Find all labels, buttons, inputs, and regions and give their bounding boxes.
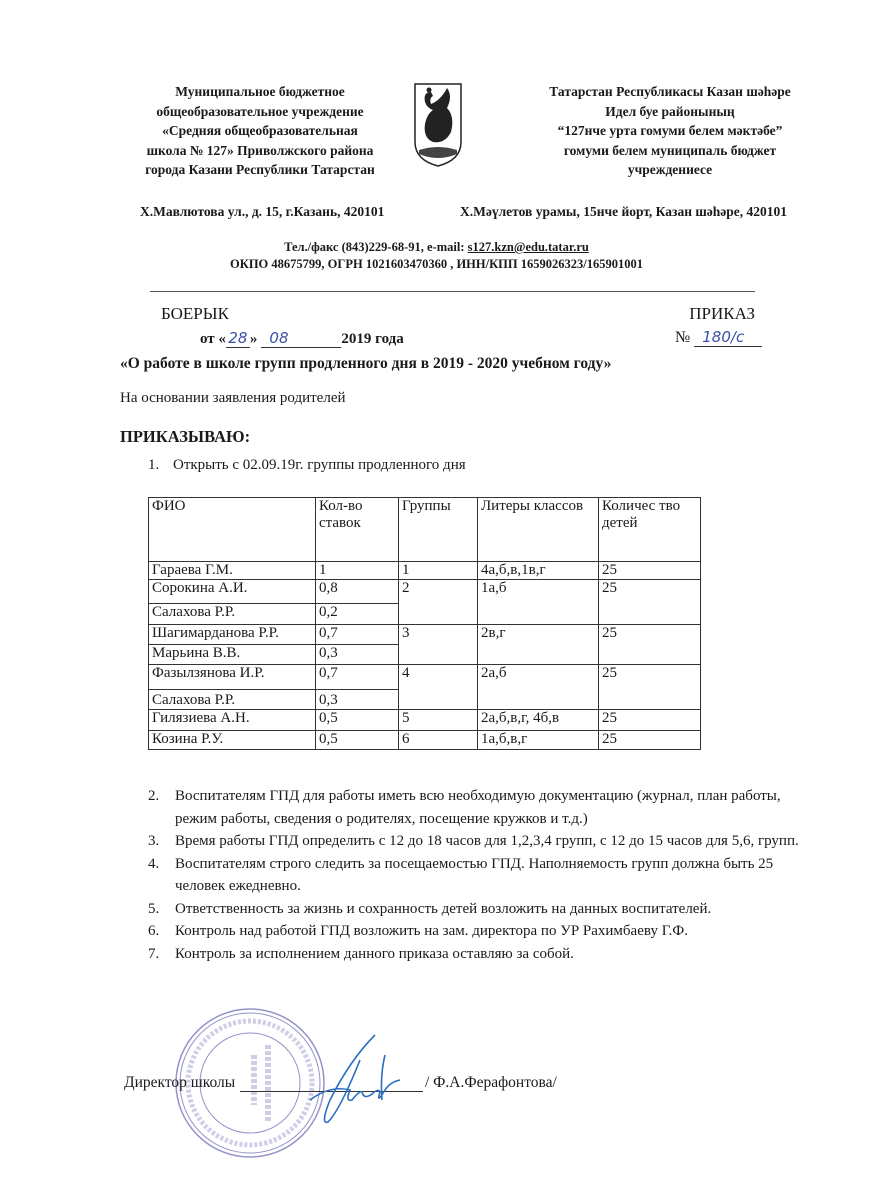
header-divider [150, 291, 755, 292]
header-line: общеобразовательное учреждение [156, 103, 364, 119]
number-value: 180/с [694, 328, 762, 347]
contacts [0, 239, 873, 273]
item-text: Время работы ГПД определить с 12 до 18 часов для 1,2,3,4 групп, с 12 до 15 часов для 5,6, групп. [175, 833, 799, 849]
order-item [148, 853, 818, 898]
column-header: ФИО [149, 498, 316, 562]
cell-rate: 0,7 [316, 665, 399, 690]
handwritten-signature-icon [290, 1030, 420, 1140]
item-text: Воспитателям строго следить за посещаемостью ГПД. Наполняемость групп должна быть 25 человек ежедневно. [175, 855, 774, 894]
order-items-list [148, 785, 818, 965]
cell-group: 4 [399, 665, 478, 710]
cell-rate: 0,5 [316, 710, 399, 731]
school-name-russian [130, 82, 390, 180]
cell-name: Марьина В.В. [149, 645, 316, 665]
cell-rate: 1 [316, 562, 399, 580]
column-header: Количес тво детей [599, 498, 701, 562]
cell-name: Гараева Г.М. [149, 562, 316, 580]
cell-rate: 0,8 [316, 580, 399, 604]
cell-children: 25 [599, 665, 701, 710]
item-text: Ответственность за жизнь и сохранность детей возложить на данных воспитателей. [175, 900, 712, 917]
column-header: Кол-во ставок [316, 498, 399, 562]
cell-group: 5 [399, 710, 478, 731]
cell-name: Салахова Р.Р. [149, 604, 316, 625]
item-number: 2. [148, 788, 160, 804]
phone-fax: Тел./факс (843)229-68-91, e-mail: [284, 240, 468, 254]
date-month: 08 [261, 329, 341, 348]
item-text: Открыть с 02.09.19г. группы продленного дня [173, 457, 466, 473]
column-header: Группы [399, 498, 478, 562]
kazan-coat-of-arms-icon [413, 82, 463, 168]
cell-classes: 4а,б,в,1в,г [478, 562, 599, 580]
item-text: Контроль над работой ГПД возложить на зам. директора по УР Рахимбаеву Г.Ф. [175, 923, 689, 939]
date-year: 2019 года [341, 331, 404, 347]
signature-name: / Ф.А.Ферафонтова/ [425, 1074, 557, 1091]
header-line: “127нче урта гомуми белем мәктәбе” [557, 123, 783, 138]
cell-children: 25 [599, 625, 701, 665]
cell-name: Козина Р.У. [149, 731, 316, 750]
cell-name: Фазылзянова И.Р. [149, 665, 316, 690]
table-row [149, 731, 701, 750]
cell-rate: 0,2 [316, 604, 399, 625]
table-row [149, 580, 701, 604]
item-number: 5. [148, 900, 160, 917]
cell-children: 25 [599, 731, 701, 750]
cell-rate: 0,3 [316, 690, 399, 710]
cell-name: Шагимарданова Р.Р. [149, 625, 316, 645]
signature-role: Директор школы [124, 1074, 236, 1091]
cell-children: 25 [599, 710, 701, 731]
table-row [149, 710, 701, 731]
item-number: 4. [148, 855, 160, 872]
order-item-1: 1. Открыть с 02.09.19г. группы продленного дня [148, 457, 466, 473]
table-header-row [149, 498, 701, 562]
header-line: города Казани Республики Татарстан [145, 162, 375, 177]
cell-classes: 2в,г [478, 625, 599, 665]
email-link[interactable]: s127.kzn@edu.tatar.ru [467, 240, 589, 254]
order-item [148, 785, 818, 830]
order-item [148, 920, 818, 943]
table-row [149, 562, 701, 580]
header-line: Муниципальное бюджетное [175, 84, 345, 99]
cell-children: 25 [599, 562, 701, 580]
address-russian: Х.Мавлютова ул., д. 15, г.Казань, 420101 [140, 204, 385, 219]
table-row [149, 625, 701, 645]
cell-rate: 0,5 [316, 731, 399, 750]
cell-group: 3 [399, 625, 478, 665]
order-item [148, 943, 818, 966]
order-date [200, 329, 404, 348]
item-number: 6. [148, 923, 160, 939]
item-text: Воспитателям ГПД для работы иметь всю необходимую документацию (журнал, план работы, режим работы, сведения о родителях, посещение кружков и т.д.) [175, 788, 781, 827]
date-day: 28 [226, 329, 250, 348]
item-text: Контроль за исполнением данного приказа оставляю за собой. [175, 945, 574, 962]
groups-table [148, 497, 701, 750]
school-name-tatar [520, 82, 820, 180]
item-number: 7. [148, 945, 160, 962]
cell-classes: 2а,б [478, 665, 599, 710]
order-item [148, 898, 818, 921]
cell-group: 1 [399, 562, 478, 580]
header-line: учреждениесе [627, 162, 713, 177]
cell-group: 2 [399, 580, 478, 625]
header-line: гомуми белем муниципаль бюджет [563, 142, 777, 158]
cell-classes: 1а,б,в,г [478, 731, 599, 750]
cell-name: Сорокина А.И. [149, 580, 316, 604]
address-tatar: Х.Мәүлетов урамы, 15нче йорт, Казан шәһәре, 420101 [460, 204, 788, 219]
header-line: школа № 127» Приволжского района [146, 142, 374, 158]
order-label-tatar: БОЕРЫК [161, 304, 229, 323]
cell-classes: 1а,б [478, 580, 599, 625]
registry-codes: ОКПО 48675799, ОГРН 1021603470360 , ИНН/КПП 1659026323/165901001 [230, 257, 643, 271]
header-line: Идел буе районының [605, 103, 735, 119]
cell-name: Салахова Р.Р. [149, 690, 316, 710]
cell-group: 6 [399, 731, 478, 750]
date-prefix: от « [200, 331, 226, 347]
order-basis: На основании заявления родителей [120, 390, 346, 406]
header-line: «Средняя общеобразовательная [162, 123, 358, 138]
cell-rate: 0,3 [316, 645, 399, 665]
cell-name: Гилязиева А.Н. [149, 710, 316, 731]
order-number [675, 328, 762, 347]
date-mid: » [249, 331, 258, 347]
order-command: ПРИКАЗЫВАЮ: [120, 427, 251, 446]
order-item [148, 830, 818, 853]
table-row [149, 665, 701, 690]
item-number: 3. [148, 833, 160, 849]
order-title: «О работе в школе групп продленного дня в 2019 - 2020 учебном году» [120, 355, 612, 372]
cell-classes: 2а,б,в,г, 4б,в [478, 710, 599, 731]
header-line: Татарстан Республикасы Казан шәһәре [549, 84, 791, 99]
cell-children: 25 [599, 580, 701, 625]
column-header: Литеры классов [478, 498, 599, 562]
number-sign: № [675, 329, 691, 346]
order-label-russian: ПРИКАЗ [689, 304, 755, 323]
cell-rate: 0,7 [316, 625, 399, 645]
